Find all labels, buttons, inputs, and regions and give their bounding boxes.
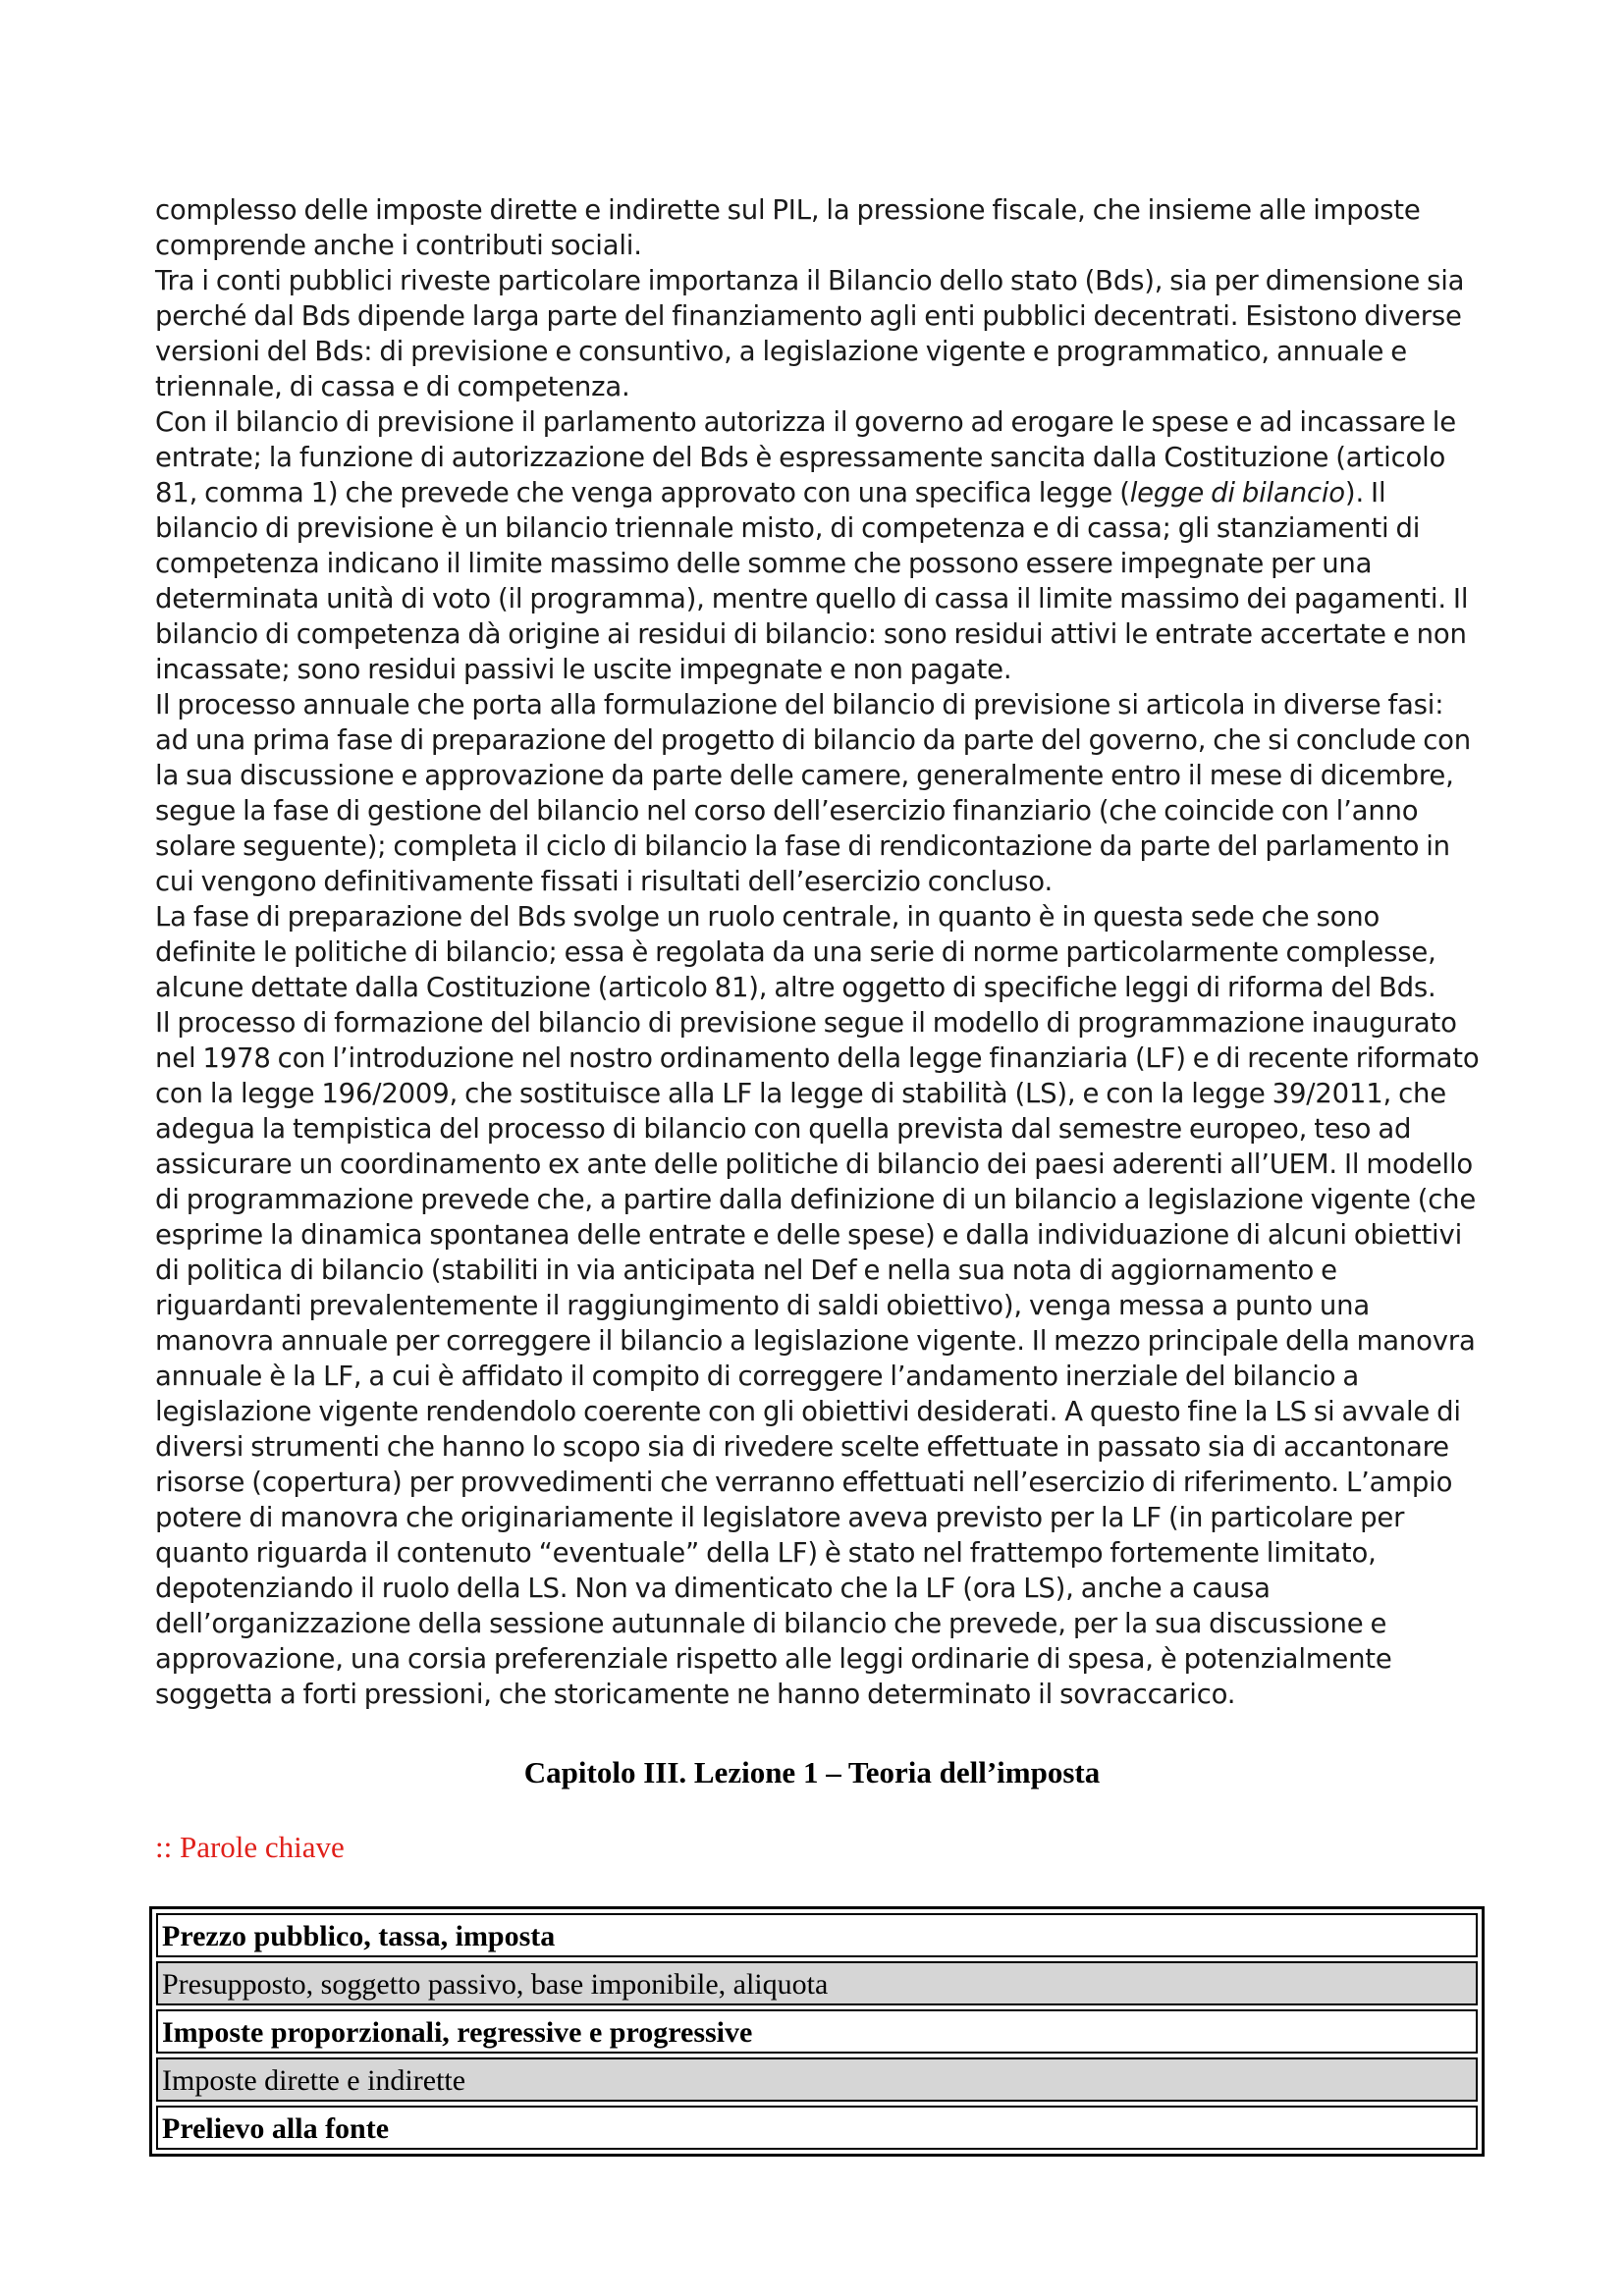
keywords-heading: :: Parole chiave (155, 1830, 345, 1864)
paragraph-5: La fase di preparazione del Bds svolge un ruolo centrale, in quanto è in questa sede che sono definite le politiche di bilancio; essa è regolata da una serie di norme particolarmente complesse, alcune dettate dalla Costituzione (articolo 81), altre oggetto di specifiche leggi di riforma del Bds. (155, 901, 1436, 1003)
keywords-table (149, 1906, 1485, 2157)
keyword-row: Prelievo alla fonte (156, 2106, 1478, 2150)
paragraph-1: complesso delle imposte dirette e indirette sul PIL, la pressione fiscale, che insieme alle imposte comprende anche i contributi sociali. (155, 194, 1421, 261)
body-text (155, 192, 1483, 1712)
chapter-title: Capitolo III. Lezione 1 – Teoria dell’imposta (523, 1755, 1101, 1789)
keyword-row: Prezzo pubblico, tassa, imposta (156, 1913, 1478, 1957)
paragraph-4: Il processo annuale che porta alla formulazione del bilancio di previsione si articola in diverse fasi: ad una prima fase di preparazione del progetto di bilancio da parte del governo, che si conclude con la sua discussione e approvazione da parte delle camere, generalmente entro il mese di dicembre, segue la fase di gestione del bilancio nel corso dell’esercizio finanziario (che coincide con l’anno solare seguente); completa il ciclo di bilancio la fase di rendicontazione da parte del parlamento in cui vengono definitivamente fissati i risultati dell’esercizio concluso. (155, 689, 1471, 897)
paragraph-2: Tra i conti pubblici riveste particolare importanza il Bilancio dello stato (Bds), sia per dimensione sia perché dal Bds dipende larga parte del finanziamento agli enti pubblici decentrati. Esistono diverse versioni del Bds: di previsione e consuntivo, a legislazione vigente e programmatico, annuale e triennale, di cassa e di competenza. (155, 265, 1465, 402)
keyword-row: Imposte dirette e indirette (156, 2057, 1478, 2102)
paragraph-6: Il processo di formazione del bilancio di previsione segue il modello di programmazione inaugurato nel 1978 con l’introduzione nel nostro ordinamento della legge finanziaria (LF) e di recente riformato con la legge 196/2009, che sostituisce alla LF la legge di stabilità (LS), e con la legge 39/2011, che adegua la tempistica del processo di bilancio con quella prevista dal semestre europeo, teso ad assicurare un coordinamento ex ante delle politiche di bilancio dei paesi aderenti all’UEM. Il modello di programmazione prevede che, a partire dalla definizione di un bilancio a legislazione vigente (che esprime la dinamica spontanea delle entrate e delle spese) e dalla individuazione di alcuni obiettivi di politica di bilancio (stabiliti in via anticipata nel Def e nella sua nota di aggiornamento e riguardanti prevalentemente il raggiungimento di saldi obiettivo), venga messa a punto una manovra annuale per correggere il bilancio a legislazione vigente. Il mezzo principale della manovra annuale è la LF, a cui è affidato il compito di correggere l’andamento inerziale del bilancio a legislazione vigente rendendolo coerente con gli obiettivi desiderati. A questo fine la LS si avvale di diversi strumenti che hanno lo scopo sia di rivedere scelte effettuate in passato sia di accantonare risorse (copertura) per provvedimenti che verranno effettuati nell’esercizio di riferimento. L’ampio potere di manovra che originariamente il legislatore aveva previsto per la LF (in particolare per quanto riguarda il contenuto “eventuale” della LF) è stato nel frattempo fortemente limitato, depotenziando il ruolo della LS. Non va dimenticato che la LF (ora LS), anche a causa dell’organizzazione della sessione autunnale di bilancio che prevede, per la sua discussione e approvazione, una corsia preferenziale rispetto alle leggi ordinarie di spesa, è potenzialmente soggetta a forti pressioni, che storicamente ne hanno determinato il sovraccarico. (155, 1007, 1480, 1710)
keyword-row: Imposte proporzionali, regressive e progressive (156, 2009, 1478, 2054)
keyword-row: Presupposto, soggetto passivo, base imponibile, aliquota (156, 1961, 1478, 2005)
paragraph-3: Con il bilancio di previsione il parlamento autorizza il governo ad erogare le spese e ad incassare le entrate; la funzione di autorizzazione del Bds è espressamente sancita dalla Costituzione (articolo 81, comma 1) che prevede che venga approvato con una specifica legge (legge di bilancio). Il bilancio di previsione è un bilancio triennale misto, di competenza e di cassa; gli stanziamenti di competenza indicano il limite massimo delle somme che possono essere impegnate per una determinata unità di voto (il programma), mentre quello di cassa il limite massimo dei pagamenti. Il bilancio di competenza dà origine ai residui di bilancio: sono residui attivi le entrate accertate e non incassate; sono residui passivi le uscite impegnate e non pagate. (155, 406, 1469, 685)
legge-di-bilancio-emphasis: legge di bilancio (1129, 477, 1345, 508)
